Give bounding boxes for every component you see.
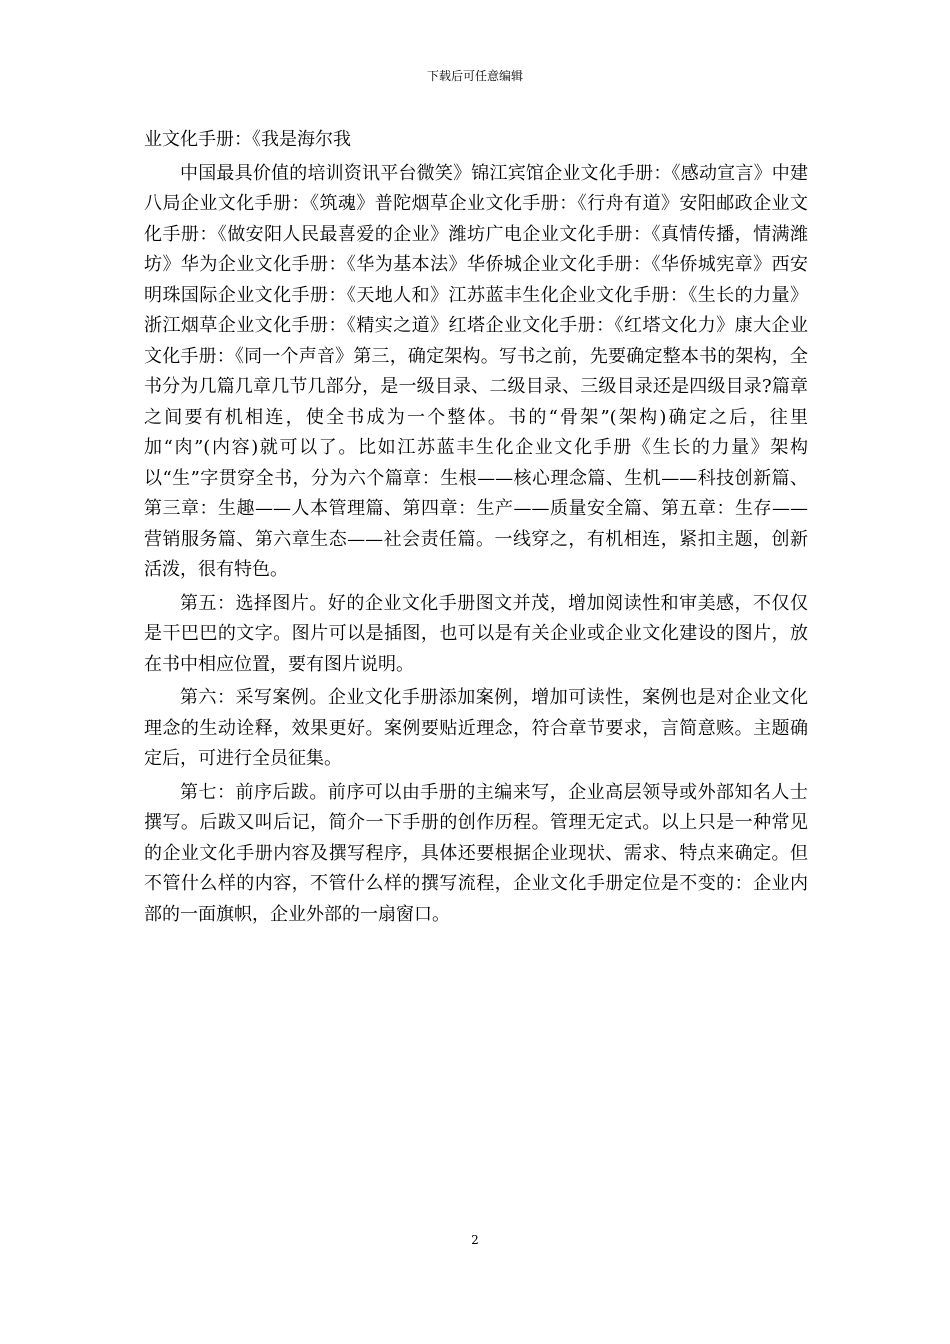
paragraph-2: 中国最具价值的培训资讯平台微笑》锦江宾馆企业文化手册：《感动宣言》中建八局企业文化手册：《筑魂》普陀烟草企业文化手册：《行舟有道》安阳邮政企业文化手册：《做安阳人民最喜爱的企业》潍坊广电企业文化手册：《真情传播，情满潍坊》华为企业文化手册：《华为基本法》华侨城企业文化手册：《华侨城宪章》西安明珠国际企业文化手册：《天地人和》江苏蓝丰生化企业文化手册：《生长的力量》浙江烟草企业文化手册：《精实之道》红塔企业文化手册：《红塔文化力》康大企业文化手册：《同一个声音》第三，确定架构。写书之前，先要确定整本书的架构，全书分为几篇几章几节几部分，是一级目录、二级目录、三级目录还是四级目录?篇章之间要有机相连，使全书成为一个整体。书的“骨架”(架构)确定之后，往里加“肉”(内容)就可以了。比如江苏蓝丰生化企业文化手册《生长的力量》架构以“生”字贯穿全书，分为六个篇章：生根——核心理念篇、生机——科技创新篇、第三章：生趣——人本管理篇、第四章：生产——质量安全篇、第五章：生存——营销服务篇、第六章生态——社会责任篇。一线穿之，有机相连，紧扣主题，创新活泼，很有特色。: [144, 162, 808, 580]
paragraph-1: 业文化手册：《我是海尔我: [144, 129, 351, 150]
paragraph-4: 第六：采写案例。企业文化手册添加案例，增加可读性，案例也是对企业文化理念的生动诠释，效果更好。案例要贴近理念，符合章节要求，言简意赅。主题确定后，可进行全员征集。: [144, 687, 808, 769]
page-header: 下载后可任意编辑: [426, 69, 523, 83]
document-body: [144, 125, 808, 933]
paragraph-5: 第七：前序后跋。前序可以由手册的主编来写，企业高层领导或外部知名人士撰写。后跋又叫后记，简介一下手册的创作历程。管理无定式。以上只是一种常见的企业文化手册内容及撰写程序，具体还要根据企业现状、需求、特点来确定。但不管什么样的内容，不管什么样的撰写流程，企业文化手册定位是不变的：企业内部的一面旗帜，企业外部的一扇窗口。: [144, 781, 808, 925]
paragraph-3: 第五：选择图片。好的企业文化手册图文并茂，增加阅读性和审美感，不仅仅是干巴巴的文字。图片可以是插图，也可以是有关企业或企业文化建设的图片，放在书中相应位置，要有图片说明。: [144, 592, 808, 675]
page-number: 2: [471, 1233, 479, 1247]
